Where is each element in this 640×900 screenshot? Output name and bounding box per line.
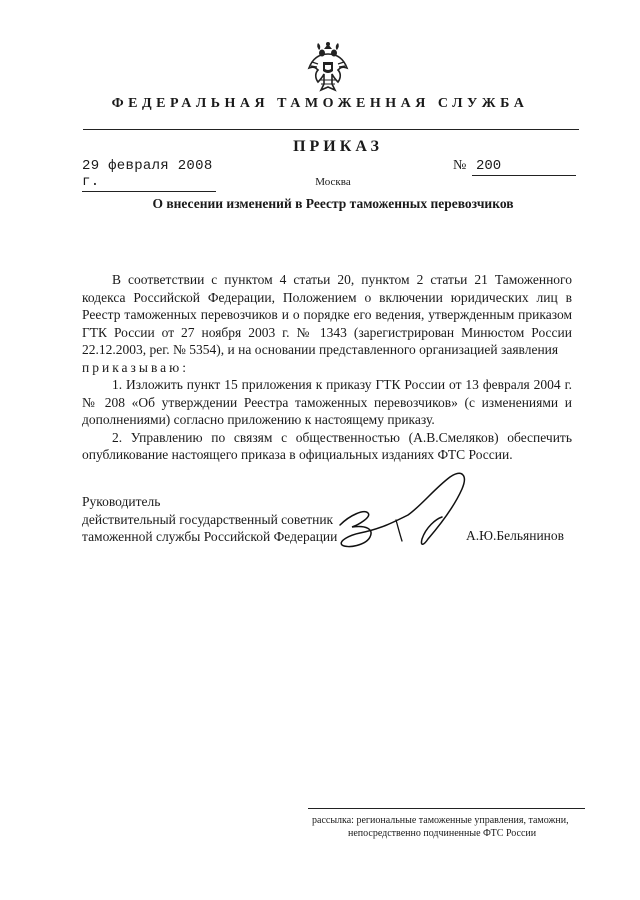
- signer-position: Руководитель: [82, 494, 161, 509]
- intro-paragraph: [82, 271, 572, 376]
- item-2: 2. Управлению по связям с общественностью (А.В.Смеляков) обеспечить опубликование настоящего приказа в официальных изданиях ФТС России.: [82, 429, 572, 462]
- order-word: приказываю:: [82, 359, 189, 375]
- signer-rank-line2: таможенной службы Российской Федерации: [82, 529, 338, 544]
- distribution-line-2: непосредственно подчиненные ФТС России: [348, 828, 537, 839]
- russian-coat-of-arms-icon: [306, 40, 350, 92]
- order-subject: О внесении изменений в Реестр таможенных перевозчиков: [152, 196, 514, 211]
- item-1: 1. Изложить пункт 15 приложения к приказу ГТК России от 13 февраля 2004 г. № 208 «Об утверждении Реестра таможенных перевозчиков» (с изменениями и дополнениями) согласно приложению к настоящему приказу.: [82, 377, 572, 427]
- intro-text: В соответствии с пунктом 4 статьи 20, пунктом 2 статьи 21 Таможенного кодекса Российской Федерации, Положением о включении юридических лиц в Реестр таможенных перевозчиков и о порядке его ведения, утвержденным приказом ГТК России от 27 ноября 2003 г. № 1343 (зарегистрирован Минюстом России 22.12.2003, рег. № 5354), и на основании представленного организацией заявления: [82, 272, 572, 357]
- distribution-line-1: рассылка: региональные таможенные управления, таможни,: [312, 815, 569, 826]
- issue-city: Москва: [315, 176, 351, 188]
- order-number: 200: [472, 158, 576, 176]
- document-type-title: ПРИКАЗ: [293, 138, 383, 155]
- service-name: ФЕДЕРАЛЬНАЯ ТАМОЖЕННАЯ СЛУЖБА: [111, 96, 529, 111]
- order-body: [82, 271, 572, 464]
- order-number-label: №: [453, 158, 467, 173]
- distribution-divider: [308, 808, 585, 809]
- signer-rank-line1: действительный государственный советник: [82, 511, 334, 527]
- order-date: 29 февраля 2008 г.: [82, 158, 216, 192]
- signer-name: А.Ю.Бельянинов: [466, 528, 565, 543]
- header-divider: [83, 129, 579, 130]
- signer-block: [82, 493, 337, 546]
- handwritten-signature: [330, 465, 480, 560]
